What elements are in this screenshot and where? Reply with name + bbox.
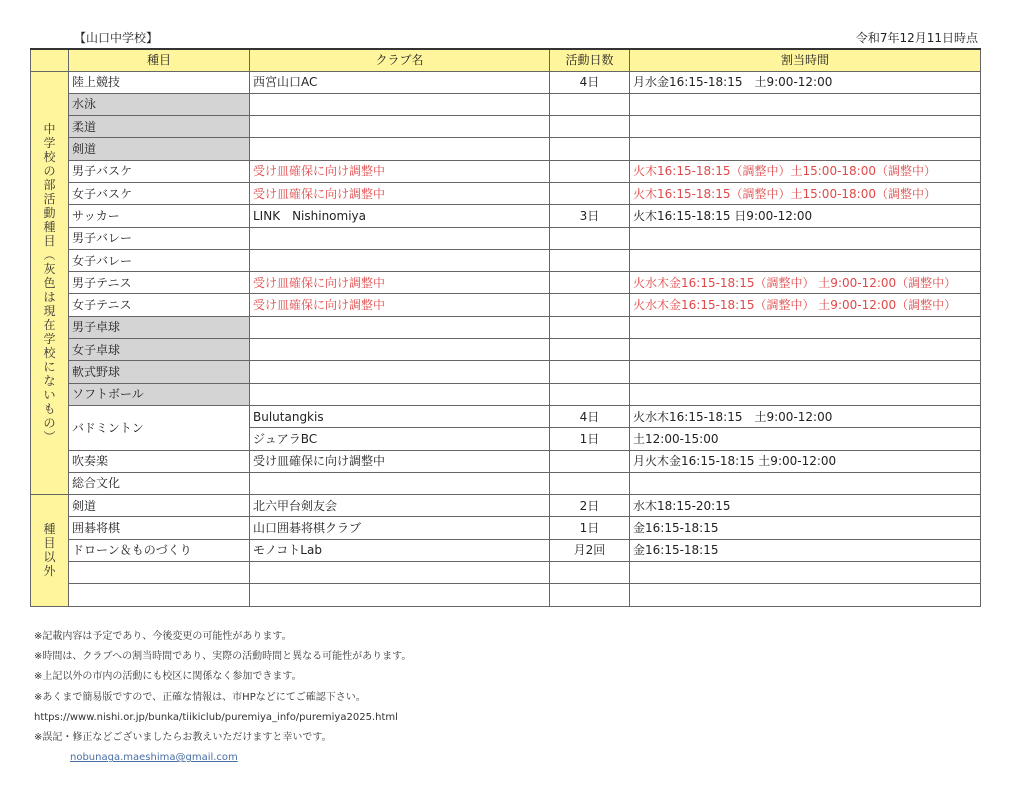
time-cell: 金16:15-18:15 [630, 517, 981, 539]
group-label-char: 校 [43, 345, 56, 360]
sport-cell: 吹奏楽 [69, 450, 250, 472]
sport-cell [69, 584, 250, 606]
sport-cell: 男子バレー [69, 227, 250, 249]
time-cell [630, 562, 981, 584]
column-header-sport: 種目 [69, 49, 250, 71]
group-label-char: の [43, 415, 56, 430]
time-cell: 火木16:15-18:15（調整中）土15:00-18:00（調整中） [630, 160, 981, 182]
sport-cell: 軟式野球 [69, 361, 250, 383]
club-cell: 受け皿確保に向け調整中 [250, 272, 550, 294]
group-label-char: は [43, 289, 56, 304]
club-cell [250, 116, 550, 138]
days-cell [550, 450, 630, 472]
days-cell [550, 93, 630, 115]
sport-cell: 剣道 [69, 495, 250, 517]
group-label-char: 目 [43, 233, 56, 248]
club-cell [250, 316, 550, 338]
club-cell: 受け皿確保に向け調整中 [250, 160, 550, 182]
time-cell: 金16:15-18:15 [630, 539, 981, 561]
sport-cell: 女子バレー [69, 249, 250, 271]
time-cell [630, 227, 981, 249]
sport-cell: ドローン＆ものづくり [69, 539, 250, 561]
time-cell [630, 472, 981, 494]
group-label-char: に [43, 359, 56, 374]
days-cell: 1日 [550, 517, 630, 539]
table-row [31, 205, 981, 227]
club-cell [250, 93, 550, 115]
group-label-char: 校 [43, 149, 56, 164]
group-label-char: 学 [43, 331, 56, 346]
sport-cell: バドミントン [69, 405, 250, 450]
days-cell [550, 116, 630, 138]
group-label-char: ︵ [43, 247, 56, 262]
time-cell [630, 116, 981, 138]
club-cell [250, 383, 550, 405]
column-header-days: 活動日数 [550, 49, 630, 71]
club-cell [250, 249, 550, 271]
club-cell: 北六甲台剣友会 [250, 495, 550, 517]
time-cell: 火木16:15-18:15（調整中）土15:00-18:00（調整中） [630, 182, 981, 204]
table-row [31, 71, 981, 93]
time-cell [630, 339, 981, 361]
notes [34, 627, 411, 768]
days-cell: 4日 [550, 71, 630, 93]
days-cell [550, 138, 630, 160]
table-row [31, 316, 981, 338]
group-label-other [31, 495, 69, 606]
time-cell: 火木16:15-18:15 日9:00-12:00 [630, 205, 981, 227]
time-cell: 月水金16:15-18:15 土9:00-12:00 [630, 71, 981, 93]
reference-url[interactable]: https://www.nishi.or.jp/bunka/tiikiclub/puremiya_info/puremiya2025.html [34, 711, 398, 723]
table-row [31, 294, 981, 316]
time-cell: 水木18:15-20:15 [630, 495, 981, 517]
time-cell [630, 361, 981, 383]
club-cell [250, 584, 550, 606]
time-cell [630, 93, 981, 115]
note-4: ※あくまで簡易版ですので、正確な情報は、市HPなどにてご確認下さい。 [34, 691, 366, 703]
club-cell: LINK Nishinomiya [250, 205, 550, 227]
sport-cell: 女子卓球 [69, 339, 250, 361]
club-cell: 山口囲碁将棋クラブ [250, 517, 550, 539]
days-cell [550, 182, 630, 204]
table-row [31, 405, 981, 427]
table-row [31, 116, 981, 138]
days-cell [550, 272, 630, 294]
days-cell [550, 472, 630, 494]
days-cell [550, 383, 630, 405]
group-label-char: 在 [43, 317, 56, 332]
group-label-school [31, 71, 69, 495]
sport-cell: 囲碁将棋 [69, 517, 250, 539]
group-label-char: な [43, 373, 56, 388]
column-header-club: クラブ名 [250, 49, 550, 71]
group-label-char: 学 [43, 135, 56, 150]
club-cell [250, 472, 550, 494]
sport-cell: 女子バスケ [69, 182, 250, 204]
note-6: ※誤記・修正などございましたらお教えいただけますと幸いです。 [34, 731, 332, 743]
club-cell: モノコトLab [250, 539, 550, 561]
group-label-char: 中 [43, 121, 56, 136]
club-cell [250, 227, 550, 249]
table-row [31, 182, 981, 204]
sport-cell [69, 562, 250, 584]
group-label-char: も [43, 401, 56, 416]
group-label-char: 以 [43, 550, 56, 565]
header-corner [31, 49, 69, 71]
days-cell [550, 584, 630, 606]
note-1: ※記載内容は予定であり、今後変更の可能性があります。 [34, 631, 292, 642]
group-label-char: 目 [43, 536, 56, 551]
table-row [31, 383, 981, 405]
club-cell: 受け皿確保に向け調整中 [250, 450, 550, 472]
sport-cell: 男子バスケ [69, 160, 250, 182]
sport-cell: ソフトボール [69, 383, 250, 405]
group-label-char: 現 [43, 303, 56, 318]
table-row [31, 361, 981, 383]
time-cell [630, 383, 981, 405]
time-cell [630, 316, 981, 338]
days-cell [550, 339, 630, 361]
time-cell: 火水木金16:15-18:15（調整中） 土9:00-12:00（調整中） [630, 272, 981, 294]
time-cell: 月火木金16:15-18:15 土9:00-12:00 [630, 450, 981, 472]
table-header-row [31, 49, 981, 71]
contact-email-link[interactable]: nobunaga.maeshima@gmail.com [70, 752, 238, 764]
club-cell: 受け皿確保に向け調整中 [250, 294, 550, 316]
days-cell [550, 294, 630, 316]
time-cell: 火水木16:15-18:15 土9:00-12:00 [630, 405, 981, 427]
sport-cell: 剣道 [69, 138, 250, 160]
days-cell: 3日 [550, 205, 630, 227]
days-cell: 1日 [550, 428, 630, 450]
group-label-char: 部 [43, 177, 56, 192]
time-cell [630, 249, 981, 271]
days-cell [550, 227, 630, 249]
group-label-char: 活 [43, 191, 56, 206]
club-cell: Bulutangkis [250, 405, 550, 427]
group-label-char: 外 [43, 564, 56, 579]
table-row [31, 93, 981, 115]
table-row [31, 249, 981, 271]
club-cell [250, 138, 550, 160]
days-cell [550, 160, 630, 182]
days-cell [550, 316, 630, 338]
club-table [30, 48, 981, 607]
note-3: ※上記以外の市内の活動にも校区に関係なく参加できます。 [34, 671, 302, 683]
note-2: ※時間は、クラブへの割当時間であり、実際の活動時間と異なる可能性があります。 [34, 651, 412, 663]
time-cell [630, 584, 981, 606]
column-header-time: 割当時間 [630, 49, 981, 71]
group-label-char: い [43, 387, 56, 402]
table-row [31, 339, 981, 361]
table-row [31, 227, 981, 249]
sport-cell: 柔道 [69, 116, 250, 138]
table-row [31, 472, 981, 494]
time-cell [630, 138, 981, 160]
sport-cell: 水泳 [69, 93, 250, 115]
sport-cell: 女子テニス [69, 294, 250, 316]
sport-cell: 陸上競技 [69, 71, 250, 93]
table-body [31, 71, 981, 606]
sport-cell: 男子テニス [69, 272, 250, 294]
sport-cell: サッカー [69, 205, 250, 227]
sport-cell: 総合文化 [69, 472, 250, 494]
table-row [31, 584, 981, 606]
days-cell [550, 249, 630, 271]
table-row [31, 450, 981, 472]
days-cell: 2日 [550, 495, 630, 517]
days-cell: 4日 [550, 405, 630, 427]
group-label-char: 種 [43, 522, 56, 537]
group-label-char: 色 [43, 275, 56, 290]
club-cell: 西宮山口AC [250, 71, 550, 93]
club-cell [250, 339, 550, 361]
days-cell [550, 562, 630, 584]
group-label-char: の [43, 163, 56, 178]
days-cell [550, 361, 630, 383]
club-cell [250, 562, 550, 584]
table-row [31, 562, 981, 584]
days-cell: 月2回 [550, 539, 630, 561]
group-label-char: ︶ [43, 429, 56, 444]
table-row [31, 495, 981, 517]
table-row [31, 272, 981, 294]
as-of-date: 令和7年12月11日時点 [855, 31, 978, 45]
table-row [31, 517, 981, 539]
time-cell: 火水木金16:15-18:15（調整中） 土9:00-12:00（調整中） [630, 294, 981, 316]
group-label-char: 動 [43, 205, 56, 220]
table-row [31, 160, 981, 182]
club-cell [250, 361, 550, 383]
club-cell: ジュアラBC [250, 428, 550, 450]
sport-cell: 男子卓球 [69, 316, 250, 338]
club-cell: 受け皿確保に向け調整中 [250, 182, 550, 204]
table-row [31, 138, 981, 160]
school-name: 【山口中学校】 [74, 31, 159, 45]
group-label-char: 灰 [43, 261, 56, 276]
time-cell: 土12:00-15:00 [630, 428, 981, 450]
group-label-char: 種 [43, 219, 56, 234]
table-row [31, 539, 981, 561]
